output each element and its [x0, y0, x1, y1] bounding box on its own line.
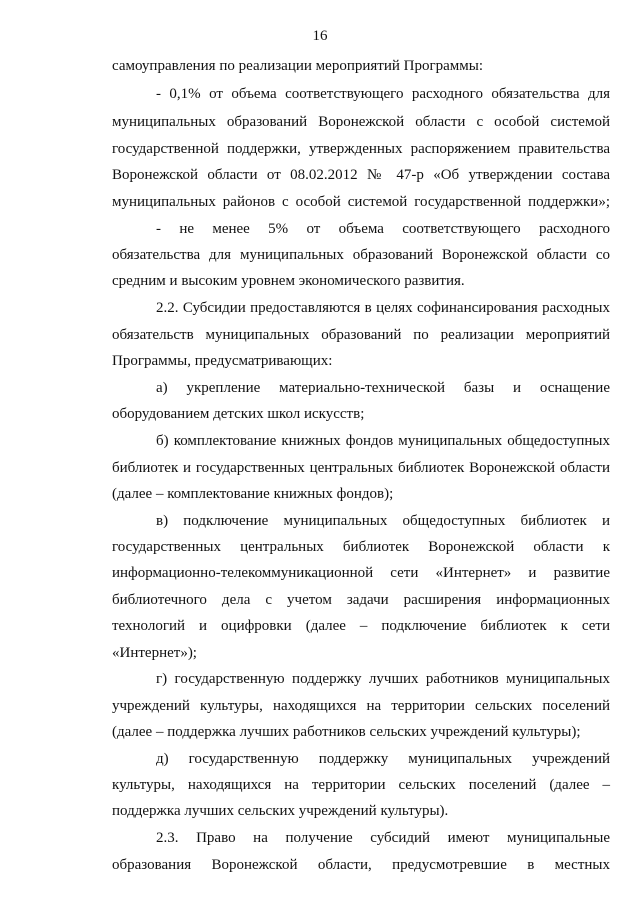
text-line: муниципальных районов с особой системой государственной поддержки»;	[112, 194, 610, 210]
text-line: поддержка лучших сельских учреждений культуры).	[112, 803, 449, 819]
text-line: Программы, предусматривающих:	[112, 353, 333, 369]
text-line: средним и высоким уровнем экономического развития.	[112, 273, 465, 289]
text-line: информационно-телекоммуникационной сети «Интернет» и развитие	[112, 565, 610, 581]
text-line: а) укрепление материально-технической базы и оснащение	[156, 380, 610, 396]
text-line: муниципальных образований Воронежской области с особой системой	[112, 114, 610, 130]
text-line: библиотечного дела с учетом задачи расширения информационных	[112, 592, 610, 608]
text-line: (далее – поддержка лучших работников сельских учреждений культуры);	[112, 724, 581, 740]
text-line: образования Воронежской области, предусмотревшие в местных	[112, 857, 610, 873]
text-line: 2.3. Право на получение субсидий имеют муниципальные	[156, 830, 610, 846]
text-line: б) комплектование книжных фондов муниципальных общедоступных	[156, 433, 610, 449]
page-number: 16	[312, 28, 328, 44]
text-line: учреждений культуры, находящихся на территории сельских поселений	[112, 698, 610, 714]
text-line: обязательств муниципальных образований по реализации мероприятий	[112, 327, 610, 343]
text-line: культуры, находящихся на территории сельских поселений (далее –	[112, 777, 610, 793]
text-line: технологий и оцифровки (далее – подключение библиотек к сети	[112, 618, 610, 634]
text-line: - 0,1% от объема соответствующего расходного обязательства для	[156, 86, 610, 102]
text-line: библиотек и государственных центральных библиотек Воронежской области	[112, 460, 610, 476]
text-line: в) подключение муниципальных общедоступных библиотек и	[156, 513, 610, 529]
text-line: Воронежской области от 08.02.2012 № 47-р «Об утверждении состава	[112, 167, 610, 183]
text-line: д) государственную поддержку муниципальных учреждений	[156, 751, 610, 767]
text-line: - не менее 5% от объема соответствующего расходного	[156, 221, 610, 237]
text-line: самоуправления по реализации мероприятий Программы:	[112, 58, 484, 74]
text-line: «Интернет»);	[112, 645, 197, 661]
text-line: государственной поддержки, утвержденных распоряжением правительства	[112, 141, 610, 157]
text-line: обязательства для муниципальных образований Воронежской области со	[112, 247, 610, 263]
text-line: 2.2. Субсидии предоставляются в целях софинансирования расходных	[156, 300, 610, 316]
text-line: (далее – комплектование книжных фондов);	[112, 486, 394, 502]
text-line: оборудованием детских школ искусств;	[112, 406, 365, 422]
text-line: государственных центральных библиотек Воронежской области к	[112, 539, 610, 555]
text-line: г) государственную поддержку лучших работников муниципальных	[156, 671, 610, 687]
